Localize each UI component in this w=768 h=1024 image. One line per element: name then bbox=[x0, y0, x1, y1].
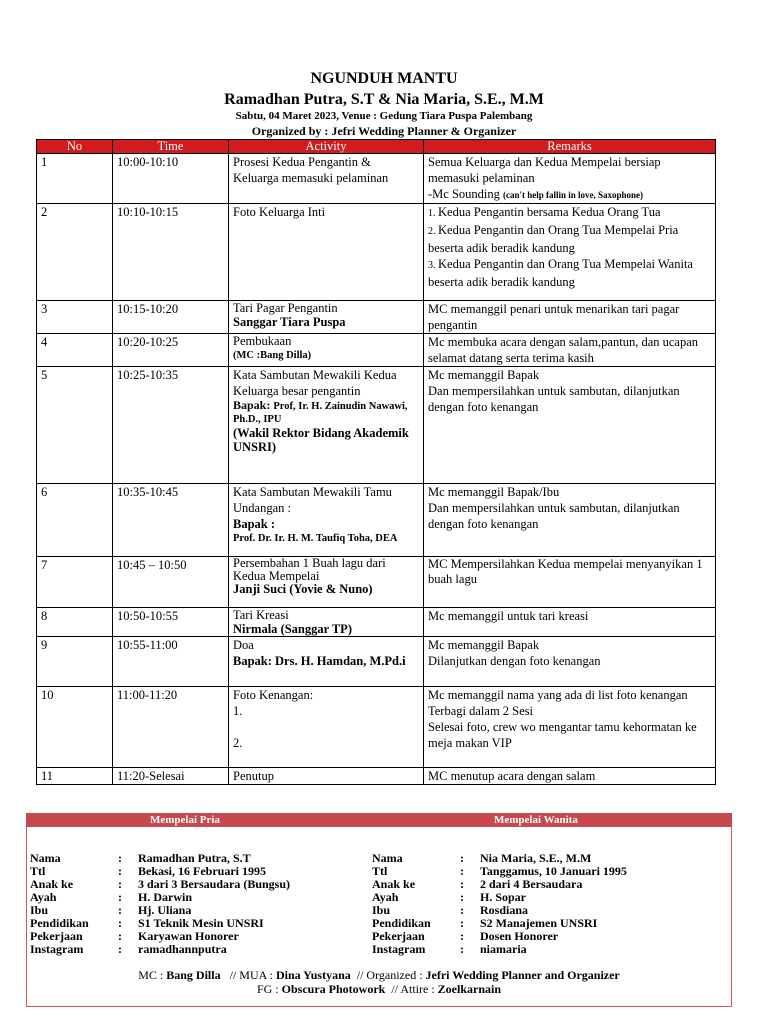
mua-label: // MUA : bbox=[220, 968, 276, 982]
activity-text: Persembahan 1 Buah lagu dari Kedua Mempelai bbox=[233, 556, 386, 583]
row-activity bbox=[229, 334, 424, 367]
row-time: 11:00-11:20 bbox=[113, 687, 229, 768]
row-remarks bbox=[424, 154, 716, 204]
row-no: 8 bbox=[37, 608, 113, 637]
profile-value: 2 dari 4 Bersaudara bbox=[480, 877, 583, 891]
row-time: 10:45 – 10:50 bbox=[113, 557, 229, 608]
remark-text: Mc memanggil Bapak/Ibu bbox=[428, 485, 560, 499]
mc-label: MC : bbox=[138, 968, 167, 982]
profile-label: Nama bbox=[372, 851, 403, 865]
profile-label: Ibu bbox=[30, 903, 49, 917]
row-no: 7 bbox=[37, 557, 113, 608]
song-title: Janji Suci (Yovie & Nuno) bbox=[233, 582, 373, 596]
profile-separator: : bbox=[460, 903, 464, 917]
profile-value: S2 Manajemen UNSRI bbox=[480, 916, 598, 930]
speaker-label: Bapak: bbox=[233, 398, 274, 412]
activity-text: Kata Sambutan Mewakili Kedua Keluarga besar pengantin bbox=[233, 368, 397, 398]
row-time: 10:55-11:00 bbox=[113, 637, 229, 687]
remark-text: Mc memanggil nama yang ada di list foto kenangan bbox=[428, 688, 688, 702]
row-no: 3 bbox=[37, 301, 113, 334]
profile-label: Pekerjaan bbox=[372, 929, 425, 943]
profile-value: ramadhannputra bbox=[138, 942, 227, 956]
row-remarks bbox=[424, 367, 716, 484]
profile-separator: : bbox=[118, 877, 122, 891]
activity-text: Prosesi Kedua Pengantin & Keluarga memasuki pelaminan bbox=[233, 155, 389, 185]
organizer-label: // Organized : bbox=[350, 968, 426, 982]
item-text: Kedua Pengantin dan Orang Tua Mempelai Pria beserta adik beradik kandung bbox=[428, 223, 679, 255]
row-remarks: MC Mempersilahkan Kedua mempelai menyanyikan 1 buah lagu bbox=[424, 557, 716, 608]
table-row bbox=[37, 768, 716, 785]
date-venue: Sabtu, 04 Maret 2023, Venue : Gedung Tiara Puspa Palembang bbox=[235, 110, 533, 122]
profile-value: Nia Maria, S.E., M.M bbox=[480, 851, 592, 865]
profile-label: Anak ke bbox=[30, 877, 74, 891]
profile-label: Ttl bbox=[372, 864, 388, 878]
row-remarks: MC menutup acara dengan salam bbox=[424, 768, 716, 785]
row-activity bbox=[229, 367, 424, 484]
row-no: 10 bbox=[37, 687, 113, 768]
mc-name: Bang Dilla bbox=[166, 968, 221, 982]
mua-name: Dina Yustyana bbox=[275, 968, 351, 982]
fg-label: FG : bbox=[256, 982, 282, 996]
list-item: 2. bbox=[233, 736, 243, 750]
row-time: 10:50-10:55 bbox=[113, 608, 229, 637]
profile-value: H. Darwin bbox=[138, 890, 192, 904]
profile-separator: : bbox=[118, 942, 122, 956]
profile-label: Ayah bbox=[30, 890, 57, 904]
organizer-name: Jefri Wedding Planner and Organizer bbox=[425, 968, 620, 982]
row-activity bbox=[229, 687, 424, 768]
table-header-row bbox=[37, 140, 716, 154]
profile-label: Ibu bbox=[372, 903, 391, 917]
remark-text: Dan mempersilahkan untuk sambutan, dilanjutkan dengan foto kenangan bbox=[428, 384, 680, 414]
table-row bbox=[37, 154, 716, 204]
groom-header: Mempelai Pria bbox=[150, 814, 220, 826]
remark-item bbox=[428, 256, 711, 290]
row-remarks: MC memanggil penari untuk menarikan tari pagar pengantin bbox=[424, 301, 716, 334]
remark-item bbox=[428, 222, 711, 256]
row-remarks: Mc membuka acara dengan salam,pantun, dan ucapan selamat datang serta terima kasih bbox=[424, 334, 716, 367]
document-title: NGUNDUH MANTU bbox=[310, 70, 458, 87]
profiles-header-bar bbox=[26, 813, 732, 827]
row-no: 9 bbox=[37, 637, 113, 687]
row-no: 5 bbox=[37, 367, 113, 484]
activity-performer: (MC :Bang Dilla) bbox=[233, 350, 312, 361]
row-activity bbox=[229, 557, 424, 608]
couple-names: Ramadhan Putra, S.T & Nia Maria, S.E., M.M bbox=[224, 91, 544, 108]
row-no: 4 bbox=[37, 334, 113, 367]
row-activity bbox=[229, 608, 424, 637]
row-time: 10:20-10:25 bbox=[113, 334, 229, 367]
item-number: 2. bbox=[428, 226, 438, 237]
row-no: 11 bbox=[37, 768, 113, 785]
profile-label: Anak ke bbox=[372, 877, 416, 891]
profile-label: Pekerjaan bbox=[30, 929, 83, 943]
profile-label: Nama bbox=[30, 851, 61, 865]
speaker-name: Prof, Ir. H. Zainudin Nawawi, Ph.D., IPU bbox=[233, 401, 408, 425]
profile-value: Karyawan Honorer bbox=[138, 929, 239, 943]
profile-label: Pendidikan bbox=[372, 916, 431, 930]
row-activity: Penutup bbox=[229, 768, 424, 785]
item-number: 1. bbox=[428, 208, 438, 219]
remark-text: Terbagi dalam 2 Sesi bbox=[428, 704, 533, 718]
item-text: Kedua Pengantin bersama Kedua Orang Tua bbox=[438, 205, 661, 219]
table-row bbox=[37, 687, 716, 768]
profile-separator: : bbox=[460, 929, 464, 943]
activity-text: Doa bbox=[233, 638, 254, 652]
profile-separator: : bbox=[460, 877, 464, 891]
table-row bbox=[37, 334, 716, 367]
table-row bbox=[37, 637, 716, 687]
remark-text: Dilanjutkan dengan foto kenangan bbox=[428, 654, 601, 668]
profile-separator: : bbox=[460, 851, 464, 865]
row-activity bbox=[229, 301, 424, 334]
groom-profile bbox=[30, 852, 290, 956]
activity-text: Kata Sambutan Mewakili Tamu Undangan : bbox=[233, 485, 392, 515]
item-text: Kedua Pengantin dan Orang Tua Mempelai Wanita beserta adik beradik kandung bbox=[428, 257, 693, 289]
profile-separator: : bbox=[118, 903, 122, 917]
profile-label: Instagram bbox=[372, 942, 426, 956]
row-no: 2 bbox=[37, 204, 113, 301]
col-header-no: No bbox=[37, 140, 113, 154]
profile-label: Ayah bbox=[372, 890, 399, 904]
row-time: 10:15-10:20 bbox=[113, 301, 229, 334]
row-activity bbox=[229, 484, 424, 557]
remark-note: (can't help fallin in love, Saxophone) bbox=[503, 190, 644, 200]
activity-performer: Sanggar Tiara Puspa bbox=[233, 315, 346, 329]
profile-row bbox=[30, 943, 290, 956]
col-header-time: Time bbox=[113, 140, 229, 154]
profile-separator: : bbox=[460, 916, 464, 930]
col-header-remarks: Remarks bbox=[424, 140, 716, 154]
remark-text: Mc memanggil Bapak bbox=[428, 368, 540, 382]
profile-separator: : bbox=[118, 929, 122, 943]
profile-value: Dosen Honorer bbox=[480, 929, 559, 943]
row-activity: Foto Keluarga Inti bbox=[229, 204, 424, 301]
remark-main: -Mc Sounding bbox=[428, 187, 503, 201]
profile-value: Bekasi, 16 Februari 1995 bbox=[138, 864, 266, 878]
profile-separator: : bbox=[460, 890, 464, 904]
profile-value: niamaria bbox=[480, 942, 527, 956]
table-row bbox=[37, 301, 716, 334]
profile-value: Rosdiana bbox=[480, 903, 529, 917]
item-number: 3. bbox=[428, 260, 438, 271]
remark-text: Selesai foto, crew wo mengantar tamu kehormatan ke meja makan VIP bbox=[428, 720, 697, 750]
row-no: 1 bbox=[37, 154, 113, 204]
attire-name: Zoelkarnain bbox=[437, 982, 502, 996]
profile-row bbox=[372, 943, 627, 956]
credits-line-1 bbox=[26, 968, 732, 982]
row-time: 10:35-10:45 bbox=[113, 484, 229, 557]
remark-text: Mc memanggil Bapak bbox=[428, 638, 540, 652]
row-remarks bbox=[424, 204, 716, 301]
profile-value: H. Sopar bbox=[480, 890, 527, 904]
table-row bbox=[37, 608, 716, 637]
attire-label: // Attire : bbox=[385, 982, 438, 996]
table-row bbox=[37, 484, 716, 557]
profile-separator: : bbox=[118, 916, 122, 930]
remark-text: Dan mempersilahkan untuk sambutan, dilanjutkan dengan foto kenangan bbox=[428, 501, 680, 531]
speaker bbox=[233, 399, 419, 426]
activity-text: Pembukaan bbox=[233, 334, 292, 348]
activity-text: Tari Kreasi bbox=[233, 608, 289, 622]
row-time: 10:10-10:15 bbox=[113, 204, 229, 301]
speaker-role: (Wakil Rektor Bidang Akademik UNSRI) bbox=[233, 426, 409, 454]
credits-line-2 bbox=[26, 982, 732, 996]
profile-separator: : bbox=[118, 890, 122, 904]
profile-separator: : bbox=[118, 864, 122, 878]
fg-name: Obscura Photowork bbox=[281, 982, 386, 996]
activity-text: Foto Kenangan: bbox=[233, 688, 314, 702]
row-remarks bbox=[424, 687, 716, 768]
row-time: 10:25-10:35 bbox=[113, 367, 229, 484]
remark-text: Semua Keluarga dan Kedua Mempelai bersiap memasuki pelaminan bbox=[428, 155, 661, 185]
row-no: 6 bbox=[37, 484, 113, 557]
bride-profile bbox=[372, 852, 627, 956]
profile-value: 3 dari 3 Bersaudara (Bungsu) bbox=[138, 877, 291, 891]
table-row bbox=[37, 204, 716, 301]
profile-label: Pendidikan bbox=[30, 916, 89, 930]
row-time: 11:20-Selesai bbox=[113, 768, 229, 785]
row-remarks: Mc memanggil untuk tari kreasi bbox=[424, 608, 716, 637]
table-row bbox=[37, 557, 716, 608]
profile-value: Tanggamus, 10 Januari 1995 bbox=[480, 864, 627, 878]
col-header-activity: Activity bbox=[229, 140, 424, 154]
table-row bbox=[37, 367, 716, 484]
row-time: 10:00-10:10 bbox=[113, 154, 229, 204]
row-activity bbox=[229, 154, 424, 204]
speaker-label: Bapak : bbox=[233, 517, 276, 531]
profile-value: S1 Teknik Mesin UNSRI bbox=[138, 916, 264, 930]
remark-item bbox=[428, 204, 711, 222]
list-item: 1. bbox=[233, 704, 243, 718]
profile-label: Instagram bbox=[30, 942, 84, 956]
profile-value: Ramadhan Putra, S.T bbox=[138, 851, 251, 865]
schedule-table bbox=[36, 139, 716, 785]
activity-performer: Nirmala (Sanggar TP) bbox=[233, 622, 352, 636]
remark-text bbox=[428, 186, 711, 203]
organizer-line: Organized by : Jefri Wedding Planner & Organizer bbox=[251, 124, 517, 138]
speaker-name: Prof. Dr. Ir. H. M. Taufiq Toha, DEA bbox=[233, 533, 398, 544]
row-remarks bbox=[424, 484, 716, 557]
profile-separator: : bbox=[460, 864, 464, 878]
row-remarks bbox=[424, 637, 716, 687]
profile-value: Hj. Uliana bbox=[138, 903, 192, 917]
row-activity bbox=[229, 637, 424, 687]
profile-separator: : bbox=[460, 942, 464, 956]
profile-separator: : bbox=[118, 851, 122, 865]
speaker-name: Bapak: Drs. H. Hamdan, M.Pd.i bbox=[233, 654, 406, 668]
activity-text: Tari Pagar Pengantin bbox=[233, 301, 338, 315]
profile-label: Ttl bbox=[30, 864, 46, 878]
bride-header: Mempelai Wanita bbox=[494, 814, 578, 826]
